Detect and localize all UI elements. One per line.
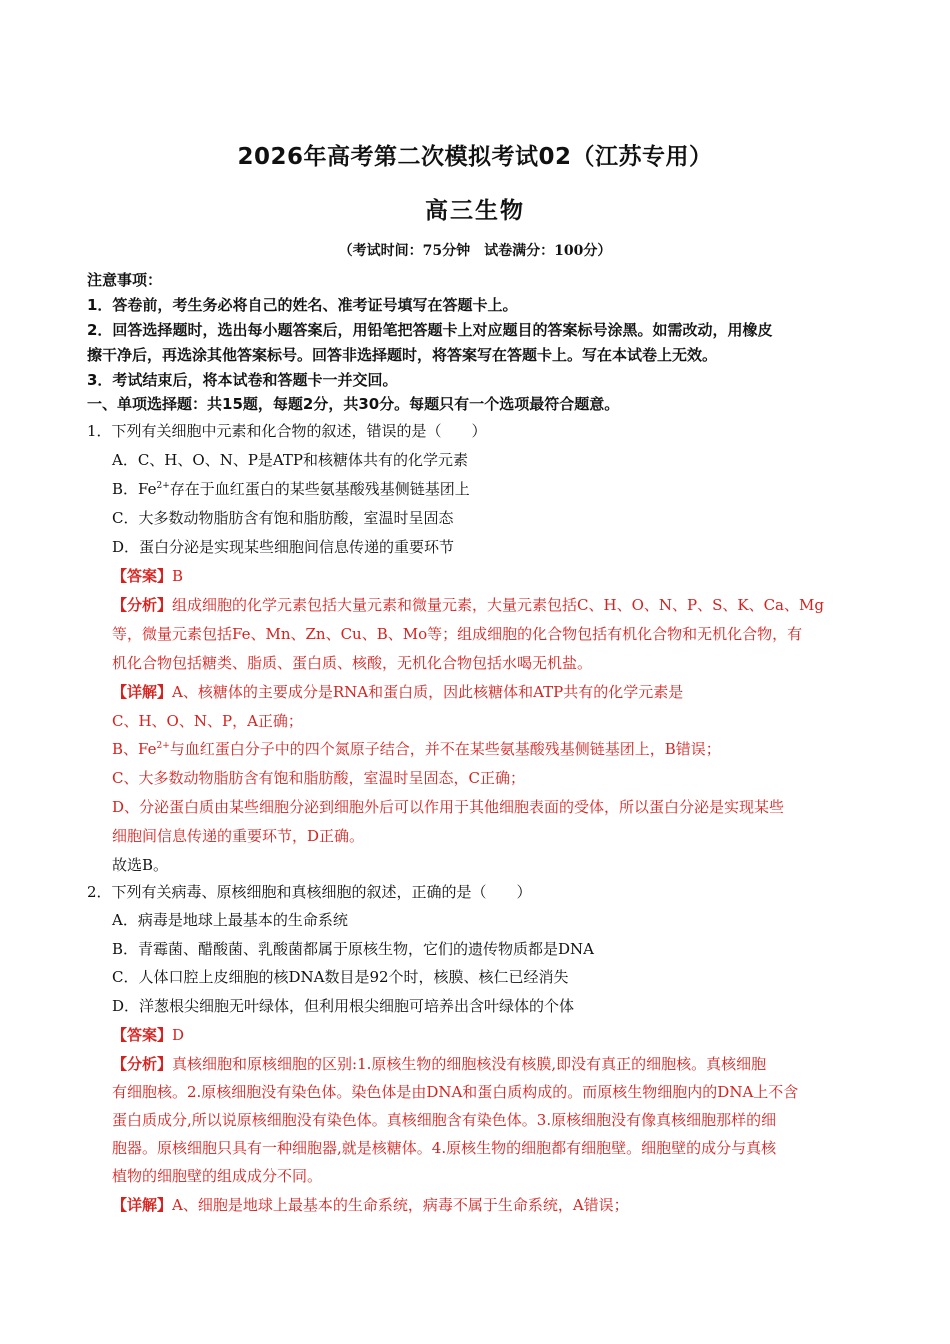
answer-value: B	[172, 567, 184, 585]
exam-title: 2026年高考第二次模拟考试02（江苏专用）	[237, 144, 713, 170]
answer-line	[112, 566, 183, 586]
answer-line	[112, 1025, 184, 1045]
detail-label: 【详解】	[112, 683, 173, 701]
question-option: C．人体口腔上皮细胞的核DNA数目是92个时，核膜、核仁已经消失	[112, 968, 569, 986]
analysis-text: 有细胞核。2.原核细胞没有染色体。染色体是由DNA和蛋白质构成的。而原核生物细胞内的DNA上不含	[112, 1083, 799, 1101]
superscript: 2+	[156, 481, 170, 491]
notice-item: 3．考试结束后，将本试卷和答题卡一并交回。	[87, 371, 398, 389]
question-option: A．病毒是地球上最基本的生命系统	[112, 911, 348, 929]
detail-text: A、细胞是地球上最基本的生命系统，病毒不属于生命系统，A错误；	[172, 1196, 629, 1214]
detail-line	[112, 1195, 629, 1215]
detail-b-prefix: B、Fe	[112, 740, 157, 758]
detail-text: 与血红蛋白分子中的四个氮原子结合，并不在某些氨基酸残基侧链基团上，B错误；	[169, 740, 721, 758]
analysis-text: 植物的细胞壁的组成成分不同。	[112, 1167, 323, 1185]
question-option: D．蛋白分泌是实现某些细胞间信息传递的重要环节	[112, 538, 455, 556]
detail-text: A、核糖体的主要成分是RNA和蛋白质，因此核糖体和ATP共有的化学元素是	[172, 683, 684, 701]
question-option: A．C、H、O、N、P是ATP和核糖体共有的化学元素	[112, 451, 469, 469]
analysis-text: 组成细胞的化学元素包括大量元素和微量元素，大量元素包括C、H、O、N、P、S、K、Ca、Mg	[172, 596, 824, 614]
detail-label: 【详解】	[112, 1196, 173, 1214]
answer-label: 【答案】	[112, 1026, 173, 1044]
detail-line	[112, 682, 683, 702]
question-stem: 2．下列有关病毒、原核细胞和真核细胞的叙述，正确的是（ ）	[87, 883, 532, 901]
analysis-text: 机化合物包括糖类、脂质、蛋白质、核酸，无机化合物包括水喝无机盐。	[112, 654, 593, 672]
question-option: D．洋葱根尖细胞无叶绿体，但利用根尖细胞可培养出含叶绿体的个体	[112, 997, 575, 1015]
conclusion: 故选B。	[112, 856, 169, 874]
notice-item: 2．回答选择题时，选出每小题答案后，用铅笔把答题卡上对应题目的答案标号涂黑。如需改动，用橡皮	[87, 321, 773, 339]
analysis-line	[112, 595, 824, 615]
question-option: C．大多数动物脂肪含有饱和脂肪酸，室温时呈固态	[112, 509, 454, 527]
analysis-text: 真核细胞和原核细胞的区别:1.原核生物的细胞核没有核膜,即没有真正的细胞核。真核细胞	[172, 1055, 767, 1073]
answer-label: 【答案】	[112, 567, 173, 585]
question-option	[112, 479, 470, 499]
exam-subject: 高三生物	[425, 198, 525, 224]
notice-item: 1．答卷前，考生务必将自己的姓名、准考证号填写在答题卡上。	[87, 296, 518, 314]
question-stem: 1．下列有关细胞中元素和化合物的叙述，错误的是（ ）	[87, 422, 487, 440]
analysis-text: 等，微量元素包括Fe、Mn、Zn、Cu、B、Mo等；组成细胞的化合物包括有机化合物和无机化合物，有	[112, 625, 803, 643]
detail-line	[112, 739, 721, 759]
notice-item: 擦干净后，再选涂其他答案标号。回答非选择题时，将答案写在答题卡上。写在本试卷上无效。	[87, 346, 718, 364]
detail-text: C、大多数动物脂肪含有饱和脂肪酸，室温时呈固态，C正确；	[112, 769, 525, 787]
section-heading: 一、单项选择题：共15题，每题2分，共30分。每题只有一个选项最符合题意。	[87, 395, 620, 413]
detail-text: C、H、O、N、P，A正确；	[112, 712, 303, 730]
detail-text: 细胞间信息传递的重要环节，D正确。	[112, 827, 365, 845]
analysis-text: 胞器。原核细胞只具有一种细胞器,就是核糖体。4.原核生物的细胞都有细胞壁。细胞壁的成分与真核	[112, 1139, 777, 1157]
option-b-prefix: B．Fe	[112, 480, 157, 498]
analysis-label: 【分析】	[112, 1055, 173, 1073]
analysis-line	[112, 1054, 766, 1074]
detail-text: D、分泌蛋白质由某些细胞分泌到细胞外后可以作用于其他细胞表面的受体，所以蛋白分泌是实现某些	[112, 798, 785, 816]
analysis-text: 蛋白质成分,所以说原核细胞没有染色体。真核细胞含有染色体。3.原核细胞没有像真核细胞那样的细	[112, 1111, 777, 1129]
exam-meta: （考试时间：75分钟 试卷满分：100分）	[338, 243, 612, 259]
option-b-text: 存在于血红蛋白的某些氨基酸残基侧链基团上	[169, 480, 470, 498]
question-option: B．青霉菌、醋酸菌、乳酸菌都属于原核生物，它们的遗传物质都是DNA	[112, 940, 595, 958]
notice-heading: 注意事项：	[87, 271, 163, 289]
analysis-label: 【分析】	[112, 596, 173, 614]
superscript: 2+	[156, 741, 170, 751]
answer-value: D	[172, 1026, 185, 1044]
